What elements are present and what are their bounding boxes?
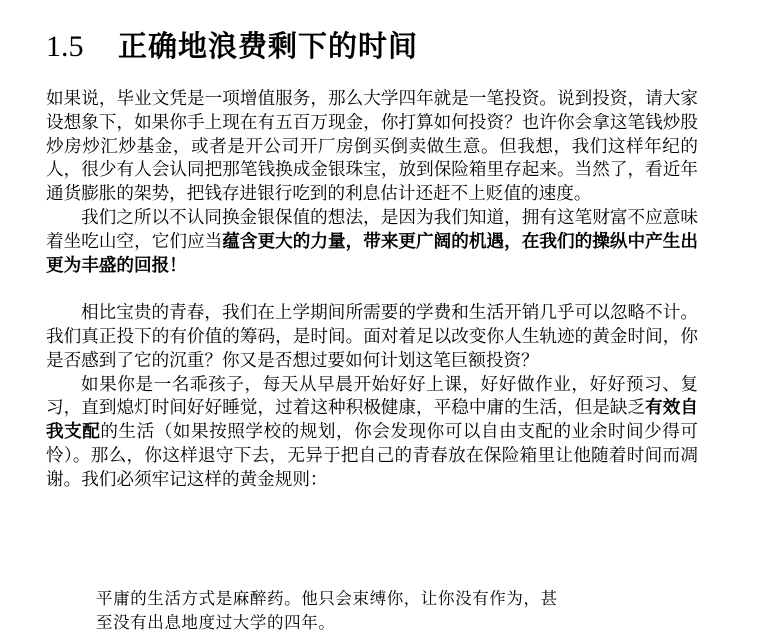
golden-rule-quote — [96, 587, 656, 635]
section-title: 正确地浪费剩下的时间 — [118, 29, 419, 63]
paragraph-good-child-text-2: 的生活（如果按照学校的规划，你会发现你可以自由支配的业余时间少得可怜）。那么，你这样退守下去，无异于把自己的青春放在保险箱里让他随着时间而凋谢。我们必须牢记这样的黄金规则： — [46, 422, 698, 490]
section-number: 1.5 — [46, 30, 84, 63]
body-text — [46, 88, 698, 493]
emphasis-self-control: 有效自我支配 — [46, 398, 698, 443]
paragraph-good-child-text-1: 如果你是一名乖孩子，每天从早晨开始好好上课，好好做作业，好好预习、复习，直到熄灯时间好好睡觉，过着这种积极健康，平稳中庸的生活，但是缺乏 — [46, 374, 698, 419]
section-heading — [46, 24, 418, 64]
paragraph-good-child — [46, 374, 698, 493]
emphasis-greater-power: 蕴含更大的力量，带来更广阔的机遇，在我们的操纵中产生出更为丰盛的回报！ — [46, 231, 698, 276]
paragraph-youth: 相比宝贵的青春，我们在上学期间所需要的学费和生活开销几乎可以忽略不计。我们真正投下的有价值的筹码，是时间。面对着足以改变你人生轨迹的黄金时间，你是否感到了它的沉重？你又是否想过要如何计划这笔巨额投资？ — [46, 303, 698, 371]
paragraph-wealth — [46, 207, 698, 278]
quote-line-1: 平庸的生活方式是麻醉药。他只会束缚你，让你没有作为，甚 — [96, 589, 558, 608]
paragraph-investment: 如果说，毕业文凭是一项增值服务，那么大学四年就是一笔投资。说到投资，请大家设想象下，如果你手上现在有五百万现金，你打算如何投资？也许你会拿这笔钱炒股炒房炒汇炒基金，或者是开公司开厂房倒买倒卖做生意。但我想，我们这样年纪的人，很少有人会认同把那笔钱换成金银珠宝，放到保险箱里存起来。当然了，看近年通货膨胀的架势，把钱存进银行吃到的利息估计还赶不上贬值的速度。 — [46, 89, 698, 205]
quote-line-2: 至没有出息地度过大学的四年。 — [96, 613, 336, 632]
paragraph-wealth-text: 我们之所以不认同换金银保值的想法，是因为我们知道，拥有这笔财富不应意味着坐吃山空，它们应当 — [46, 207, 698, 252]
